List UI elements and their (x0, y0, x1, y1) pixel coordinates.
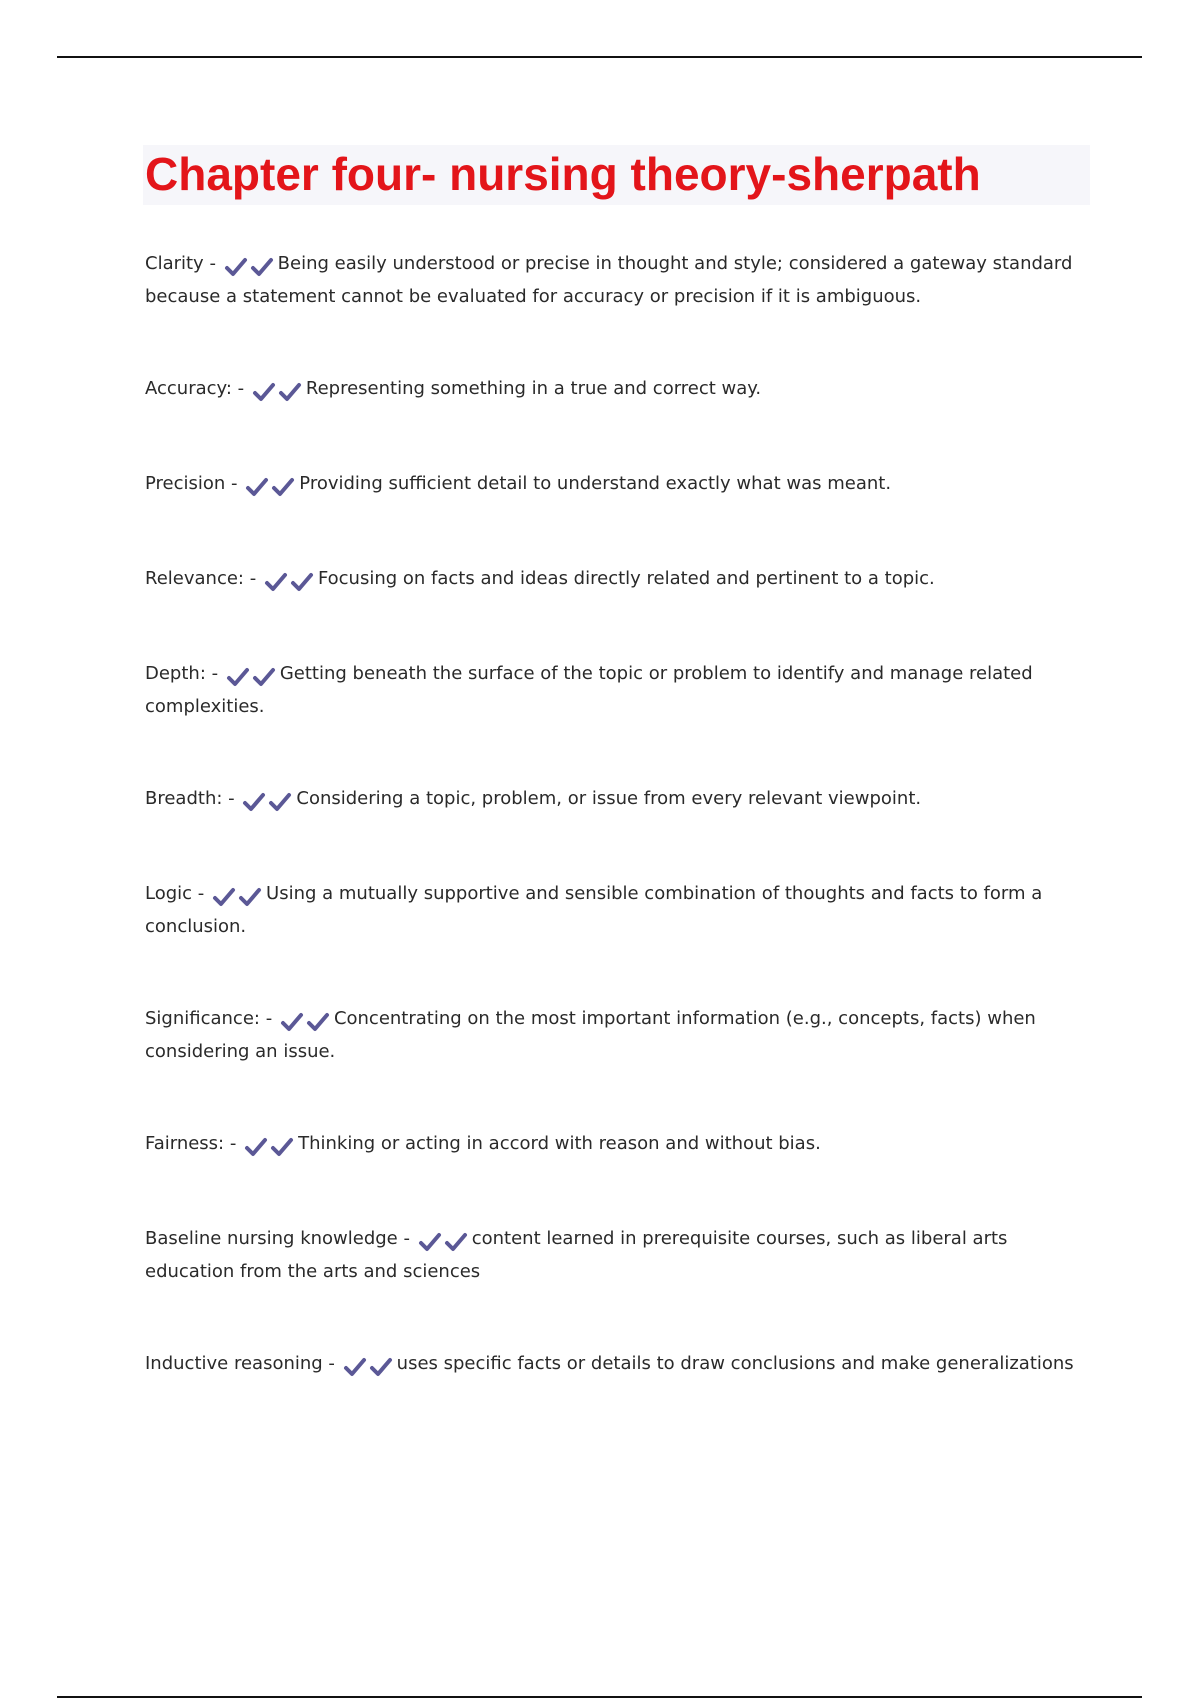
flashcard-entry (145, 469, 1090, 502)
card-term: Accuracy: (145, 378, 232, 399)
check-icons (244, 1132, 296, 1162)
card-separator: - (322, 1353, 341, 1374)
check-icon (226, 667, 252, 687)
check-icons (245, 472, 297, 502)
top-rule (57, 56, 1142, 58)
flashcard-entry (145, 1129, 1090, 1162)
check-icons (418, 1227, 470, 1257)
check-icons (264, 567, 316, 597)
card-separator: - (225, 473, 244, 494)
card-term: Fairness: (145, 1133, 225, 1154)
check-icon (444, 1232, 470, 1252)
flashcard-entry (145, 879, 1090, 942)
card-definition: Being easily understood or precise in thought and style; considered a gateway standard because a statement cannot be evaluated for accuracy or precision if it is ambiguous. (145, 253, 1073, 307)
card-definition: Representing something in a true and correct way. (305, 378, 762, 399)
card-term: Logic (145, 883, 193, 904)
check-icon (212, 887, 238, 907)
card-definition: Concentrating on the most important information (e.g., concepts, facts) when considering an issue. (145, 1008, 1036, 1062)
flashcard-entry (145, 374, 1090, 407)
card-definition: content learned in prerequisite courses, such as liberal arts education from the arts and sciences (145, 1228, 1008, 1282)
check-icon (343, 1357, 369, 1377)
card-definition: Providing sufficient detail to understand exactly what was meant. (299, 473, 892, 494)
card-definition: Focusing on facts and ideas directly related and pertinent to a topic. (317, 568, 935, 589)
flashcard-entry (145, 1004, 1090, 1067)
check-icons (280, 1007, 332, 1037)
title-band (143, 145, 1090, 205)
flashcard-entry (145, 1224, 1090, 1287)
card-separator: - (397, 1228, 416, 1249)
card-term: Baseline nursing knowledge (145, 1228, 398, 1249)
card-separator: - (222, 788, 241, 809)
check-icon (278, 382, 304, 402)
check-icon (418, 1232, 444, 1252)
check-icon (271, 477, 297, 497)
card-term: Depth: (145, 663, 206, 684)
check-icons (224, 252, 276, 282)
card-term: Inductive reasoning (145, 1353, 323, 1374)
check-icon (245, 477, 271, 497)
card-separator: - (192, 883, 211, 904)
flashcard-entry (145, 1349, 1090, 1382)
card-definition: uses specific facts or details to draw conclusions and make generalizations (396, 1353, 1074, 1374)
check-icon (252, 382, 278, 402)
card-separator: - (231, 378, 250, 399)
flashcard-entry (145, 249, 1090, 312)
card-definition: Using a mutually supportive and sensible combination of thoughts and facts to form a conclusion. (145, 883, 1043, 937)
flashcard-list (145, 249, 1090, 1382)
check-icons (242, 787, 294, 817)
check-icons (252, 377, 304, 407)
card-separator: - (203, 253, 222, 274)
document-title: Chapter four- nursing theory-sherpath (145, 148, 981, 200)
card-term: Clarity (145, 253, 204, 274)
card-separator: - (205, 663, 224, 684)
check-icons (343, 1352, 395, 1382)
check-icon (252, 667, 278, 687)
check-icon (242, 792, 268, 812)
card-definition: Considering a topic, problem, or issue from every relevant viewpoint. (296, 788, 922, 809)
check-icon (290, 572, 316, 592)
flashcard-entry (145, 659, 1090, 722)
check-icon (280, 1012, 306, 1032)
card-separator: - (259, 1008, 278, 1029)
bottom-rule (57, 1696, 1142, 1698)
card-separator: - (243, 568, 262, 589)
card-term: Significance: (145, 1008, 260, 1029)
card-term: Relevance: (145, 568, 244, 589)
check-icon (244, 1137, 270, 1157)
card-definition: Thinking or acting in accord with reason and without bias. (298, 1133, 821, 1154)
card-term: Breadth: (145, 788, 223, 809)
check-icons (226, 662, 278, 692)
card-separator: - (224, 1133, 243, 1154)
check-icon (270, 1137, 296, 1157)
check-icon (264, 572, 290, 592)
check-icon (369, 1357, 395, 1377)
check-icon (224, 257, 250, 277)
card-definition: Getting beneath the surface of the topic or problem to identify and manage related complexities. (145, 663, 1033, 717)
flashcard-entry (145, 564, 1090, 597)
card-term: Precision (145, 473, 226, 494)
check-icon (250, 257, 276, 277)
check-icon (238, 887, 264, 907)
check-icons (212, 882, 264, 912)
flashcard-entry (145, 784, 1090, 817)
check-icon (268, 792, 294, 812)
document-page (145, 145, 1090, 1382)
check-icon (306, 1012, 332, 1032)
